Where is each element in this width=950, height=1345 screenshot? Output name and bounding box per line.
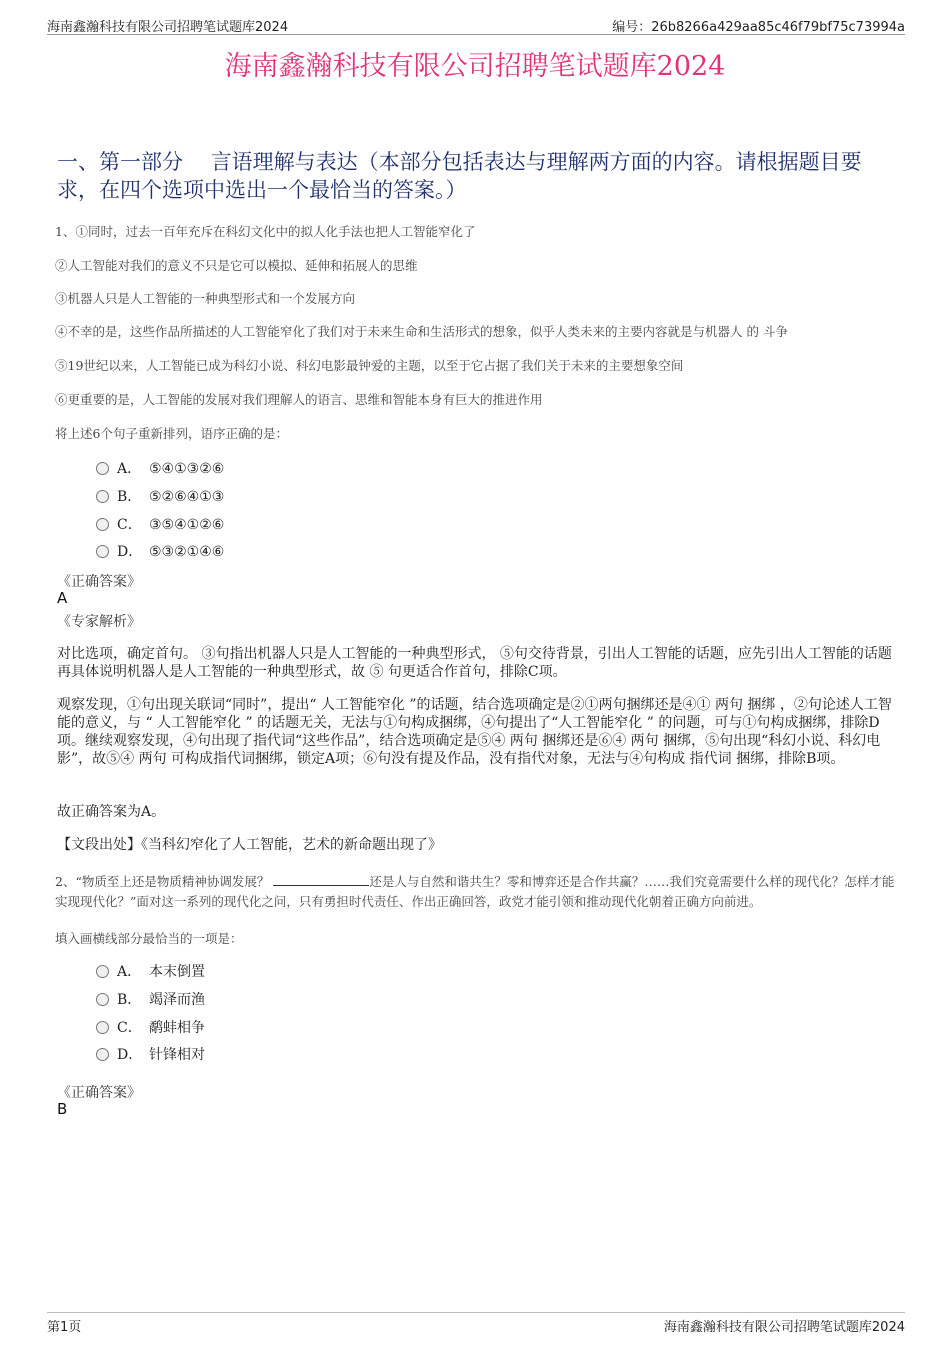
page-footer	[47, 1312, 905, 1333]
q1-option-a[interactable]	[96, 458, 224, 478]
radio-button-icon[interactable]	[96, 518, 109, 531]
q1-line-2: ②人工智能对我们的意义不只是它可以模拟、延伸和拓展人的思维	[55, 258, 418, 273]
option-text: 鹬蚌相争	[149, 1020, 205, 1036]
q2-option-d[interactable]	[96, 1044, 205, 1064]
q1-line-6: ⑥更重要的是，人工智能的发展对我们理解人的语言、思维和智能本身有巨大的推进作用	[55, 392, 543, 407]
q1-answer-label: 《正确答案》	[57, 574, 141, 590]
header-doc-id: 编号：26b8266a429aa85c46f79bf75c73994a	[612, 20, 905, 35]
q2-option-a[interactable]	[96, 961, 205, 981]
option-text: ⑤②⑥④①③	[149, 489, 225, 505]
q1-analysis-para-1: 对比选项，确定首句。 ③句指出机器人只是人工智能的一种典型形式， ⑤句交待背景，引出人工智能的话题，应先引出人工智能的话题再具体说明机器人是人工智能的一种典型形式，故 ⑤ 句更适合作首句，排除C项。	[57, 646, 892, 680]
radio-button-icon[interactable]	[96, 965, 109, 978]
option-text: ⑤③②①④⑥	[149, 544, 225, 560]
q2-prompt: 填入画横线部分最恰当的一项是：	[55, 931, 243, 946]
option-key: C．	[117, 1020, 142, 1036]
option-text: 竭泽而渔	[149, 992, 205, 1008]
option-key: A．	[117, 964, 142, 980]
q2-option-b[interactable]	[96, 989, 205, 1009]
q1-line-4: ④不幸的是，这些作品所描述的人工智能窄化了我们对于未来生命和生活形式的想象，似乎人类未来的主要内容就是与机器人 的 斗争	[55, 324, 788, 339]
radio-button-icon[interactable]	[96, 462, 109, 475]
option-text: 本末倒置	[149, 964, 205, 980]
option-key: B．	[117, 489, 142, 505]
radio-button-icon[interactable]	[96, 1021, 109, 1034]
q2-stem-after: 还是人与自然和谐共生？零和博弈还是合作共赢？……我们究竟需要什么样的现代化？怎样才能实现现代化？”面对这一系列的现代化之问，只有勇担时代责任、作出正确回答，政党才能引领和推动现代化朝着正确方向前进。	[55, 874, 895, 909]
q1-line-5: ⑤19世纪以来，人工智能已成为科幻小说、科幻电影最钟爱的主题，以至于它占据了我们关于未来的主要想象空间	[55, 358, 684, 373]
radio-button-icon[interactable]	[96, 545, 109, 558]
q2-answer: B	[57, 1100, 68, 1118]
q1-analysis-label: 《专家解析》	[57, 614, 141, 630]
option-text: ③⑤④①②⑥	[149, 517, 225, 533]
q2-option-c[interactable]	[96, 1017, 205, 1037]
radio-button-icon[interactable]	[96, 1048, 109, 1061]
footer-doc-title: 海南鑫瀚科技有限公司招聘笔试题库2024	[663, 1320, 905, 1335]
radio-button-icon[interactable]	[96, 993, 109, 1006]
q1-option-b[interactable]	[96, 486, 224, 506]
option-key: A．	[117, 461, 142, 477]
q1-line-3: ③机器人只是人工智能的一种典型形式和一个发展方向	[55, 291, 356, 306]
q1-source: 【文段出处】《当科幻窄化了人工智能，艺术的新命题出现了》	[57, 837, 442, 853]
option-key: C．	[117, 517, 142, 533]
q1-analysis-conclusion: 故正确答案为A。	[57, 804, 166, 820]
q1-prompt: 将上述6个句子重新排列，语序正确的是：	[55, 426, 288, 441]
option-key: D．	[117, 544, 143, 560]
q1-option-c[interactable]	[96, 514, 224, 534]
radio-button-icon[interactable]	[96, 490, 109, 503]
page-number: 第1页	[47, 1320, 82, 1335]
q1-answer: A	[57, 589, 68, 607]
option-text: ⑤④①③②⑥	[149, 461, 225, 477]
q1-line-1: 1、①同时，过去一百年充斥在科幻文化中的拟人化手法也把人工智能窄化了	[55, 224, 476, 239]
option-key: B．	[117, 992, 142, 1008]
q1-option-d[interactable]	[96, 541, 224, 561]
page-header	[47, 14, 905, 35]
fill-blank	[273, 873, 369, 886]
option-key: D．	[117, 1047, 143, 1063]
q1-analysis-para-2: 观察发现，①句出现关联词“同时”，提出“ 人工智能窄化 ”的话题，结合选项确定是②①两句捆绑还是④① 两句 捆绑 ，②句论述人工智能的意义，与 “ 人工智能窄化 ” 的话题无关，无法与①句构成捆绑，④句提出了“人工智能窄化 ” 的问题，可与①句构成捆绑，排除D项。继续观察发现，④句出现了指代词“这些作品”，结合选项确定是⑤④ 两句 捆绑还是⑥④ 两句 捆绑，⑤句出现“科幻小说、科幻电影”，故⑤④ 两句 可构成指代词捆绑，锁定A项；⑥句没有提及作品，没有指代对象，无法与④句构成 指代词 捆绑，排除B项。	[57, 697, 892, 767]
option-text: 针锋相对	[149, 1047, 205, 1063]
header-doc-title: 海南鑫瀚科技有限公司招聘笔试题库2024	[47, 20, 289, 35]
page-title: 海南鑫瀚科技有限公司招聘笔试题库2024	[224, 51, 726, 82]
section-heading: 一、第一部分 言语理解与表达（本部分包括表达与理解两方面的内容。请根据题目要求，在四个选项中选出一个最恰当的答案。）	[57, 150, 862, 202]
q2-answer-label: 《正确答案》	[57, 1085, 141, 1101]
q2-stem-before: 2、“物质至上还是物质精神协调发展？	[55, 874, 274, 889]
q2-stem	[55, 872, 900, 912]
